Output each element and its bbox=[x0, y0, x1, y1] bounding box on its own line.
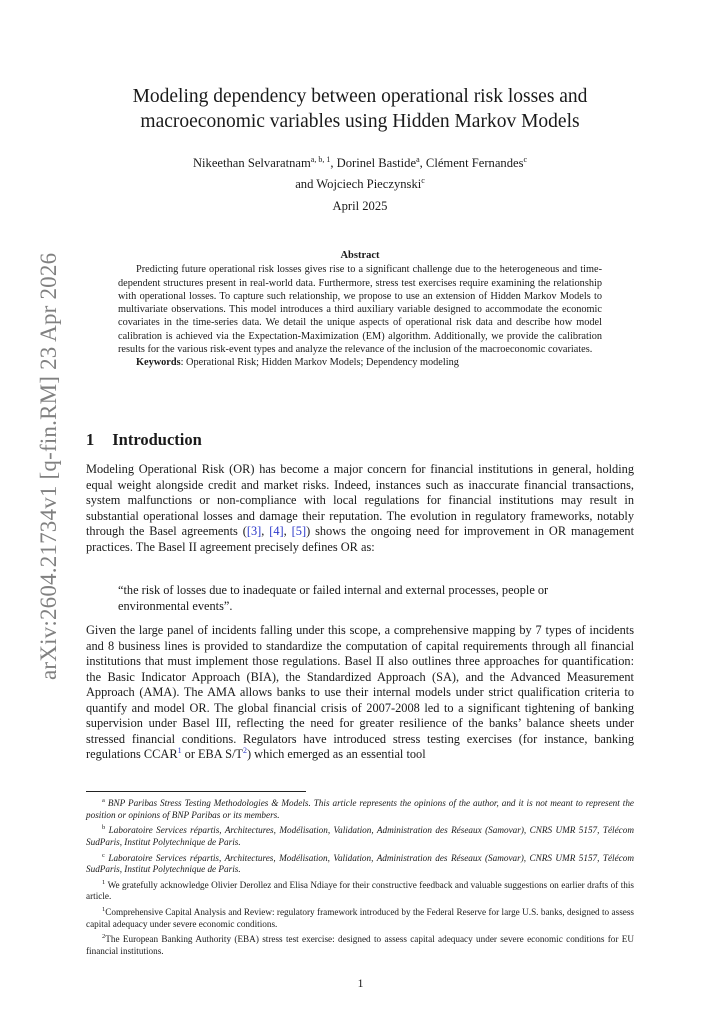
footnote-link[interactable]: 2 bbox=[242, 745, 247, 755]
or-definition-quote: “the risk of losses due to inadequate or failed internal and external processes, people or environmental events”. bbox=[118, 583, 549, 613]
author-name: Clément Fernandes bbox=[425, 156, 524, 171]
intro-paragraph-2 bbox=[86, 623, 634, 763]
paragraph-text: or EBA S/T bbox=[181, 747, 243, 761]
paragraph-text: Given the large panel of incidents falling under this scope, a comprehensive mapping by 7 types of incidents and 8 business lines is provided to standardize the computation of capital requirements through all financial institutions that must implement those regulations. Basel II also outlines three approaches for quantification: the Basic Indicator Approach (BIA), the Standardized Approach (SA), and the Advanced Measurement Approach (AMA). The AMA allows banks to use their internal models under strict qualification criteria to quantify and model OR. The global financial crisis of 2007-2008 led to a significant tightening of banking supervision under Basel III, reflecting the need for greater resilience of the banks’ balance sheets under stressed financial conditions. Regulators have introduced stress testing exercises (for instance, banking regulations CCAR bbox=[86, 623, 634, 761]
author-separator: , bbox=[419, 156, 426, 171]
footnote-text: We gratefully acknowledge Olivier Derollez and Elisa Ndiaye for their constructive feedback and valuable suggestions on earlier drafts of this article. bbox=[86, 879, 634, 902]
title-line-2: macroeconomic variables using Hidden Markov Models bbox=[140, 111, 580, 132]
author-line-1 bbox=[86, 151, 634, 172]
author-separator: , bbox=[330, 156, 337, 171]
author-conjunction: and bbox=[295, 177, 317, 192]
footnote-marker: a bbox=[102, 797, 105, 804]
keywords bbox=[118, 356, 602, 369]
author-name: Wojciech Pieczynski bbox=[316, 177, 422, 192]
footnote-text: Laboratoire Services répartis, Architectures, Modélisation, Validation, Administration des Réseaux (Samovar), CNRS UMR 5157, Télécom SudParis, Institut Polytechnique de Paris. bbox=[86, 825, 634, 847]
keywords-label: Keywords bbox=[136, 357, 181, 369]
footnote-text: The European Banking Authority (EBA) stress test exercise: designed to assess capital adequacy under severe economic conditions for EU financial institutions. bbox=[86, 934, 634, 956]
affiliation-marker: a, b, 1 bbox=[310, 155, 331, 164]
citation-separator: , bbox=[261, 524, 270, 538]
publication-date: April 2025 bbox=[332, 199, 388, 213]
abstract-heading: Abstract bbox=[340, 250, 380, 261]
footnote-2-eba bbox=[86, 931, 634, 957]
paragraph-text: ) shows the ongoing need for improvement in OR management practices. The Basel II agreement precisely defines OR as: bbox=[86, 524, 635, 554]
footnote-1-ccar bbox=[86, 904, 634, 930]
footnote-1-acknowledgement bbox=[86, 877, 634, 903]
author-line-2 bbox=[86, 172, 634, 193]
citation-separator: , bbox=[283, 524, 292, 538]
section-heading bbox=[86, 430, 202, 450]
affiliation-marker: c bbox=[523, 155, 528, 164]
footnote-b bbox=[86, 822, 634, 848]
author-list bbox=[86, 151, 634, 193]
footnote-marker: 2 bbox=[102, 933, 106, 941]
footnote-link[interactable]: 1 bbox=[177, 745, 182, 755]
footnote-c bbox=[86, 850, 634, 876]
paragraph-text: ) which emerged as an essential tool bbox=[246, 747, 426, 761]
affiliation-marker: a bbox=[416, 155, 420, 164]
arxiv-identifier[interactable]: arXiv:2604.21734v1 [q-fin.RM] 23 Apr 2026 bbox=[36, 252, 61, 680]
page-number: 1 bbox=[357, 976, 364, 990]
abstract bbox=[118, 249, 602, 370]
footnote-divider bbox=[86, 791, 306, 792]
section-title: Introduction bbox=[112, 430, 202, 449]
section-number: 1 bbox=[86, 430, 95, 449]
abstract-text: Predicting future operational risk losses gives rise to a significant challenge due to the heterogeneous and time-dependent structures present in real-world data. Furthermore, stress test exercises require examining the relationship with operational losses. To capture such relationship, we propose to use an extension of Hidden Markov Models to multivariate observations. This model introduces a third auxiliary variable designed to accommodate the economic covariates in the time-series data. We detail the unique aspects of operational risk data and describe how model calibration is achieved via the Expectation-Maximization (EM) algorithm. Additionally, we provide the calibration results for the various risk-event types and analyze the relevance of the inclusion of the macroeconomic covariates. bbox=[118, 264, 602, 356]
footnote-text: Comprehensive Capital Analysis and Review: regulatory framework introduced by the Federal Reserve for large U.S. banks, designed to assess capital adequacy under severe economic conditions. bbox=[86, 907, 634, 929]
intro-paragraph-1 bbox=[86, 462, 634, 555]
footnote-text: Laboratoire Services répartis, Architectures, Modélisation, Validation, Administration des Réseaux (Samovar), CNRS UMR 5157, Télécom SudParis, Institut Polytechnique de Paris. bbox=[86, 852, 634, 875]
footnote-marker: 1 bbox=[102, 878, 106, 886]
paper-title bbox=[86, 84, 634, 134]
paragraph-text: Modeling Operational Risk (OR) has become a major concern for financial institutions in general, holding equal weight alongside credit and market risks. Indeed, instances such as inaccurate financial transactions, system malfunctions or non-compliance with local regulations for financial institutions may result in substantial operational losses and damage their reputation. The evolution in regulatory frameworks, notably through the Basel agreements ( bbox=[86, 462, 634, 538]
footnote-marker: b bbox=[102, 824, 106, 832]
footnotes bbox=[86, 795, 634, 959]
footnote-a bbox=[86, 795, 634, 821]
citation-link[interactable]: [3] bbox=[246, 524, 262, 538]
footnote-marker: c bbox=[102, 851, 105, 859]
footnote-marker: 1 bbox=[102, 906, 106, 913]
keywords-list: : Operational Risk; Hidden Markov Models; Dependency modeling bbox=[180, 357, 459, 369]
author-name: Nikeethan Selvaratnam bbox=[192, 156, 311, 171]
citation-link[interactable]: [5] bbox=[291, 524, 307, 538]
footnote-text: BNP Paribas Stress Testing Methodologies & Models. This article represents the opinions of the author, and it is not meant to represent the position or opinions of BNP Paribas or its members. bbox=[86, 798, 634, 820]
affiliation-marker: c bbox=[421, 176, 425, 186]
citation-link[interactable]: [4] bbox=[269, 524, 284, 538]
title-line-1: Modeling dependency between operational risk losses and bbox=[132, 86, 588, 107]
author-name: Dorinel Bastide bbox=[336, 156, 417, 171]
